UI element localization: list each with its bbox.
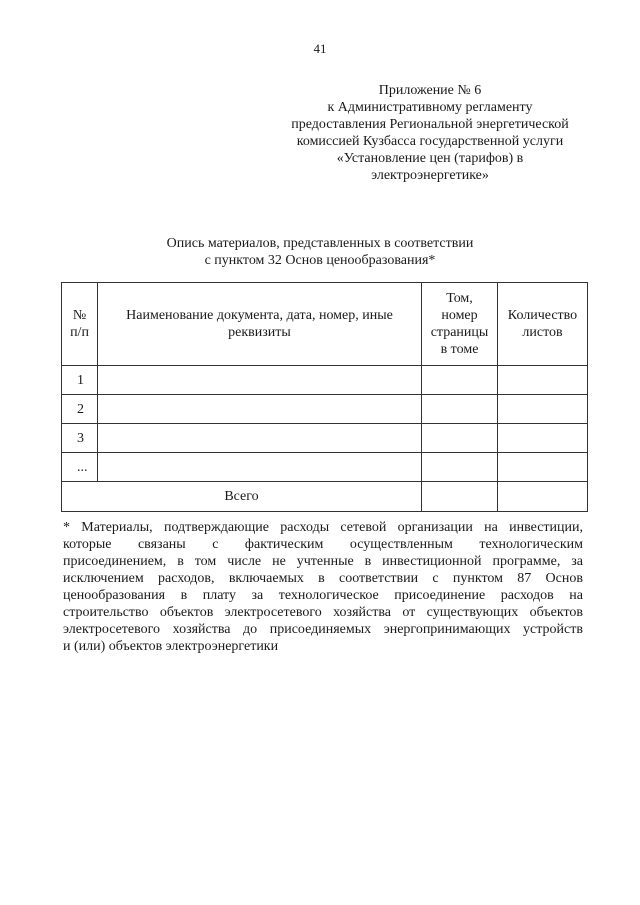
appendix-line: к Административному регламенту <box>327 100 533 115</box>
header-sheet-count: Количество листов <box>498 283 588 366</box>
volume-cell <box>422 395 498 424</box>
appendix-header <box>250 82 610 184</box>
page-number: 41 <box>313 41 327 56</box>
table-header-row <box>62 283 588 366</box>
appendix-line: предоставления Региональной энергетической <box>291 117 569 132</box>
table-title <box>0 235 640 269</box>
footnote-line: ценообразования в плату за технологическое присоединение расходов на <box>63 588 583 603</box>
document-name-cell <box>98 424 422 453</box>
total-volume-cell <box>422 482 498 512</box>
sheets-cell <box>498 453 588 482</box>
appendix-line: электроэнергетике» <box>371 168 489 183</box>
sheets-cell <box>498 366 588 395</box>
header-document-name: Наименование документа, дата, номер, иные реквизиты <box>98 283 422 366</box>
footnote-line: которые связаны с фактическим осуществленным технологическим <box>63 537 583 552</box>
volume-cell <box>422 366 498 395</box>
footnote-line: исключением расходов, включаемых в соответствии с пунктом 87 Основ <box>63 571 583 586</box>
footnote <box>63 519 583 655</box>
table-row <box>62 453 588 482</box>
footnote-line: * Материалы, подтверждающие расходы сетевой организации на инвестиции, <box>63 520 583 535</box>
row-number: 3 <box>62 424 98 453</box>
header-num: № п/п <box>62 283 98 366</box>
total-sheets-cell <box>498 482 588 512</box>
header-volume-page: Том, номер страницы в томе <box>422 283 498 366</box>
document-name-cell <box>98 453 422 482</box>
sheets-cell <box>498 395 588 424</box>
document-name-cell <box>98 395 422 424</box>
row-number: ... <box>62 453 98 482</box>
footnote-line: электросетевого хозяйства до присоединяемых энергопринимающих устройств <box>63 622 583 637</box>
footnote-line: присоединением, в том числе не учтенные в инвестиционной программе, за <box>63 554 583 569</box>
materials-inventory-table <box>61 282 588 512</box>
volume-cell <box>422 424 498 453</box>
appendix-line: комиссией Кузбасса государственной услуги <box>296 134 564 149</box>
appendix-line: Приложение № 6 <box>378 83 482 98</box>
volume-cell <box>422 453 498 482</box>
footnote-line: строительство объектов электросетевого хозяйства от существующих объектов <box>63 605 583 620</box>
total-label: Всего <box>62 482 422 512</box>
row-number: 2 <box>62 395 98 424</box>
table-total-row <box>62 482 588 512</box>
table-title-line: Опись материалов, представленных в соответствии <box>166 236 474 251</box>
appendix-line: «Установление цен (тарифов) в <box>336 151 524 166</box>
sheets-cell <box>498 424 588 453</box>
table-row <box>62 366 588 395</box>
document-name-cell <box>98 366 422 395</box>
row-number: 1 <box>62 366 98 395</box>
table-row <box>62 395 588 424</box>
table-title-line: с пунктом 32 Основ ценообразования* <box>204 253 436 268</box>
footnote-line: и (или) объектов электроэнергетики <box>63 639 279 654</box>
table-row <box>62 424 588 453</box>
